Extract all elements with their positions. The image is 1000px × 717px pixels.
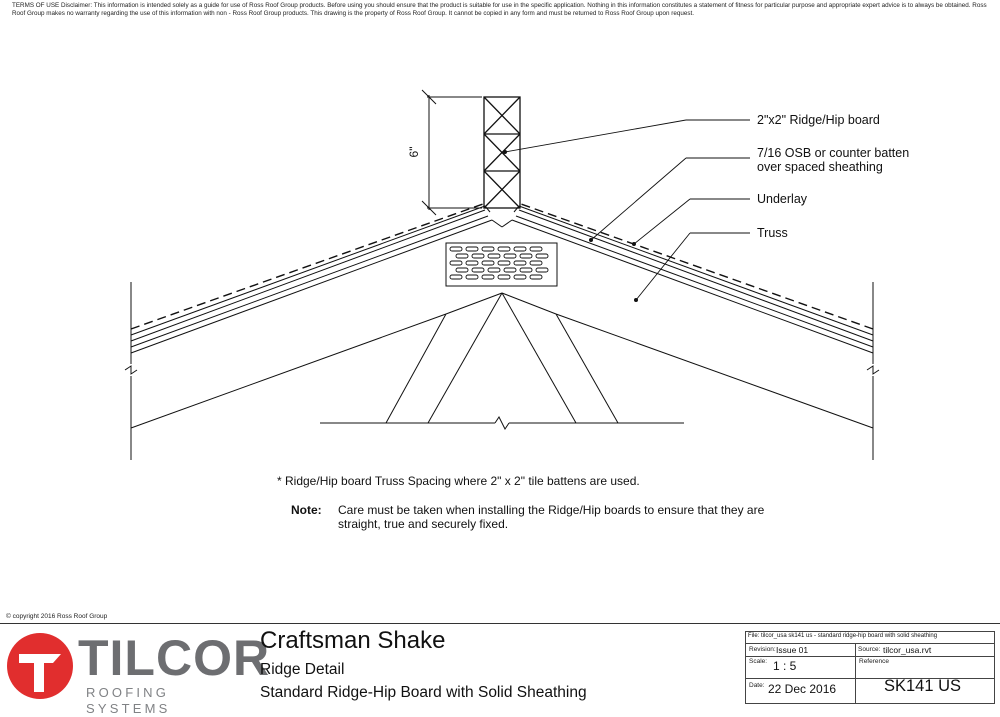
height-dimension — [422, 90, 482, 215]
disclaimer-text: TERMS OF USE Disclaimer: This information is intended solely as a guide for use of Ross Roof Group products. Before using you should ensure that the product is suitable for use in the specific application. Nothing in this information constitutes a statement of fitness for particular purpose and appropriate expert advice is to always be obtained. Ross Roof Group makes no warranty regarding the use of this information with non - Ross Roof Group products. This drawing is the property of Ross Roof Group. It cannot be copied in any form and must be returned to Ross Roof Group upon request. — [12, 2, 987, 17]
date-label: Date: — [749, 682, 765, 689]
copyright-text: © copyright 2016 Ross Roof Group — [6, 613, 108, 620]
web-left-inner — [428, 293, 502, 423]
right-osb-line — [519, 206, 873, 335]
ridge-board — [484, 97, 520, 208]
scale-value: 1 : 5 — [773, 659, 797, 673]
callout-ridge-board: 2"x2" Ridge/Hip board — [757, 113, 880, 127]
title-block — [745, 631, 995, 704]
logo-subtitle: ROOFING SYSTEMS — [86, 685, 171, 716]
logo-wordmark: TILCOR — [78, 630, 271, 686]
right-top-chord-bot — [512, 220, 873, 353]
revision-value: Issue 01 — [776, 645, 809, 655]
dimension-label: 6" — [407, 146, 421, 158]
revision-label: Revision: — [749, 646, 776, 653]
scale-label: Scale: — [749, 658, 768, 665]
left-break-symbol — [125, 366, 137, 374]
detail-title: Ridge Detail — [260, 661, 345, 678]
reference-value: SK141 US — [884, 677, 962, 695]
product-title: Craftsman Shake — [260, 627, 446, 654]
spacing-note: * Ridge/Hip board Truss Spacing where 2" x 2" tile battens are used. — [277, 474, 640, 488]
tilcor-logo — [6, 628, 271, 716]
callout-truss: Truss — [757, 226, 788, 240]
date-value: 22 Dec 2016 — [768, 682, 837, 696]
right-bottom-chord — [556, 314, 873, 428]
right-top-chord-mid — [516, 216, 873, 347]
right-underlay-dashed — [521, 204, 873, 329]
right-top-chord-top — [519, 210, 873, 341]
tilcor-logo-mark-icon — [6, 630, 74, 702]
left-top-chord-top — [131, 210, 485, 341]
left-osb-line — [131, 206, 485, 335]
gusset-plate — [446, 243, 557, 286]
left-top-chord-bot — [131, 220, 492, 353]
note-text: Care must be taken when installing the Ridge/Hip boards to ensure that they are straight, true and securely fixed. — [338, 503, 765, 531]
left-top-chord-mid — [131, 216, 488, 347]
left-bottom-chord — [131, 314, 446, 428]
web-right-inner — [502, 293, 576, 423]
gusset-plate-slots — [450, 247, 548, 279]
callout-osb-line-2: over spaced sheathing — [757, 160, 883, 174]
left-underlay-dashed — [131, 204, 483, 329]
note-label: Note: — [291, 503, 322, 517]
callout-osb-line-1: 7/16 OSB or counter batten — [757, 146, 910, 160]
source-value: tilcor_usa.rvt — [883, 645, 932, 655]
reference-label: Reference — [859, 658, 889, 665]
web-right-outer — [556, 314, 618, 423]
right-break-symbol — [867, 366, 879, 374]
source-label: Source: — [858, 646, 881, 653]
description-title: Standard Ridge-Hip Board with Solid Sheathing — [260, 684, 587, 701]
title-divider — [0, 623, 1000, 624]
file-name: File: tilcor_usa sk141 us - standard ridge-hip board with solid sheathing — [748, 633, 938, 639]
callout-underlay: Underlay — [757, 192, 808, 206]
